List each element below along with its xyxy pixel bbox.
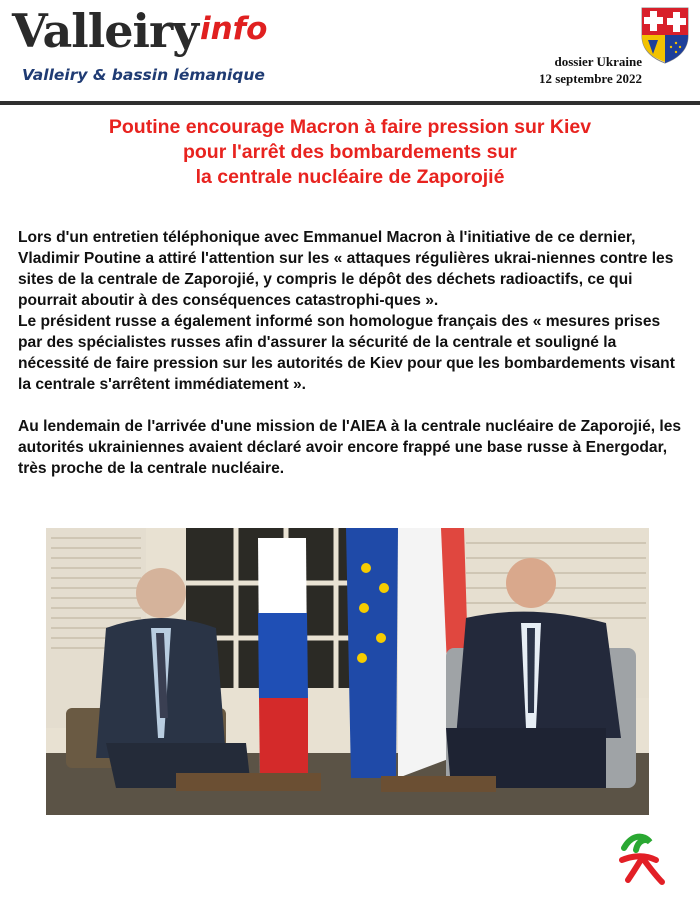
headline-line: Poutine encourage Macron à faire pression sur Kiev bbox=[108, 116, 592, 138]
article-headline bbox=[0, 115, 700, 190]
footer-logo-icon bbox=[618, 830, 666, 886]
coat-of-arms-icon bbox=[640, 6, 690, 64]
logo-info-text: info bbox=[199, 11, 268, 47]
paragraph-text: Le président russe a également informé son homologue français des « mesures prises par des spécialistes russes afin d'assurer la sécurité de la centrale et souligné la nécessité de faire pression sur les autorités de Kiev pour que les bombardements visant la centrale s'arrêtent immédiatement ». bbox=[18, 313, 675, 393]
dossier-info bbox=[539, 53, 642, 87]
photo-illustration bbox=[46, 528, 649, 815]
site-logo[interactable] bbox=[12, 4, 267, 58]
article-body bbox=[18, 227, 684, 500]
header-divider bbox=[0, 101, 700, 105]
page-header bbox=[0, 0, 700, 104]
headline-line: la centrale nucléaire de Zaporojié bbox=[195, 166, 505, 188]
article-paragraph: Au lendemain de l'arrivée d'une mission de l'AIEA à la centrale nucléaire de Zaporojié, les autorités ukrainiennes avaient déclaré avoir encore frappé une base russe à Energodar, très proche de la centrale nucléaire. bbox=[18, 418, 682, 477]
logo-main-text: Valleiry bbox=[12, 4, 198, 58]
paragraph-text: Lors d'un entretien téléphonique avec Emmanuel Macron à l'initiative de ce dernier, Vladimir Poutine a attiré l'attention sur les « attaques régulières ukrai-niennes contre les sites de la centrale de Zaporojié, y compris le dépôt des déchets radioactifs, ce qui pourrait aboutir à des conséquences catastrophi-ques ». bbox=[18, 229, 674, 309]
dossier-date: 12 septembre 2022 bbox=[538, 71, 642, 86]
article-paragraph bbox=[18, 227, 684, 395]
article-photo bbox=[46, 528, 649, 815]
dossier-label: dossier Ukraine bbox=[554, 54, 642, 69]
headline-line: pour l'arrêt des bombardements sur bbox=[182, 141, 518, 163]
site-tagline: Valleiry & bassin lémanique bbox=[22, 66, 265, 84]
